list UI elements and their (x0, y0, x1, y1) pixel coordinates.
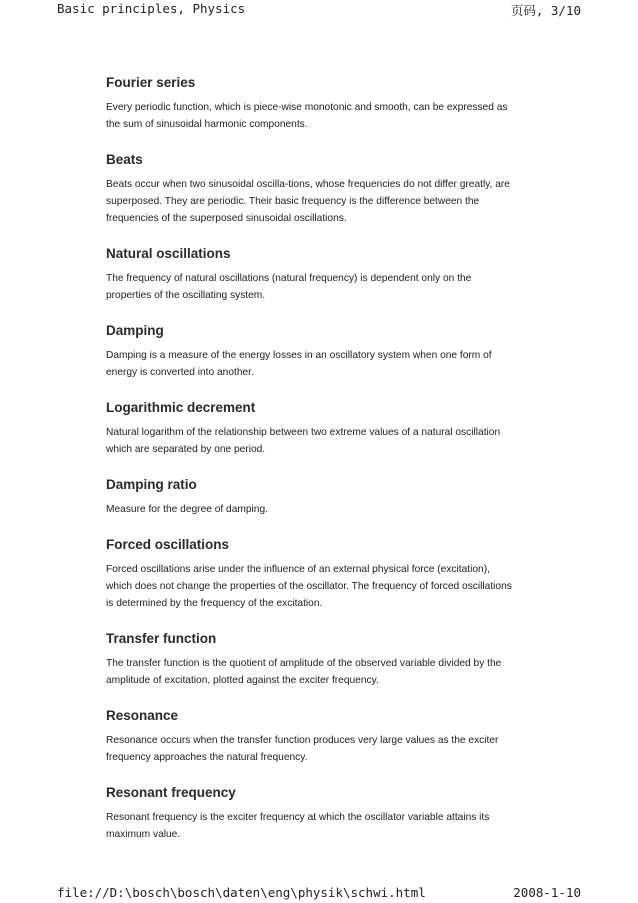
section-text: The transfer function is the quotient of amplitude of the observed variable divided by the amplitude of excitation, plotted against the exciter frequency. (106, 658, 502, 686)
section-damping (106, 322, 516, 381)
document-body (106, 74, 516, 861)
section-title: Forced oscillations (106, 537, 230, 552)
section-title: Transfer function (106, 631, 217, 646)
section-title: Natural oscillations (106, 246, 231, 261)
header-page-number: 页码, 3/10 (510, 3, 581, 18)
section-title: Logarithmic decrement (106, 400, 256, 415)
section-forced-oscillations (106, 536, 516, 612)
section-text: Natural logarithm of the relationship between two extreme values of a natural oscillation which are separated by one period. (106, 427, 501, 455)
section-resonant-frequency (106, 784, 516, 843)
section-text: Damping is a measure of the energy losses in an oscillatory system when one form of energy is converted into another. (106, 350, 492, 378)
section-text: Every periodic function, which is piece-wise monotonic and smooth, can be expressed as the sum of sinusoidal harmonic components. (106, 102, 508, 130)
section-text: The frequency of natural oscillations (natural frequency) is dependent only on the properties of the oscillating system. (106, 273, 472, 301)
page-footer (0, 885, 638, 901)
page-header (0, 1, 638, 17)
section-resonance (106, 707, 516, 766)
section-damping-ratio (106, 476, 516, 518)
section-title: Beats (106, 152, 143, 167)
section-beats (106, 151, 516, 227)
section-text: Measure for the degree of damping. (106, 504, 268, 515)
section-text: Forced oscillations arise under the influence of an external physical force (excitation), which does not change the properties of the oscillator. The frequency of forced oscillations is determined by the frequency of the excitation. (106, 564, 512, 609)
section-text: Resonant frequency is the exciter frequency at which the oscillator variable attains its maximum value. (106, 812, 490, 840)
section-fourier-series (106, 74, 516, 133)
section-transfer-function (106, 630, 516, 689)
footer-date: 2008-1-10 (513, 885, 581, 900)
section-title: Damping ratio (106, 477, 197, 492)
footer-file-path: file://D:\bosch\bosch\daten\eng\physik\schwi.html (57, 885, 426, 900)
section-title: Resonance (106, 708, 179, 723)
section-natural-oscillations (106, 245, 516, 304)
section-title: Resonant frequency (106, 785, 236, 800)
header-title: Basic principles, Physics (57, 1, 246, 16)
section-text: Beats occur when two sinusoidal oscilla-tions, whose frequencies do not differ greatly, are superposed. They are periodic. Their basic frequency is the difference between the frequencies of the superposed sinusoidal oscillations. (106, 179, 510, 224)
section-text: Resonance occurs when the transfer function produces very large values as the exciter frequency approaches the natural frequency. (106, 735, 499, 763)
section-title: Damping (106, 323, 164, 338)
section-title: Fourier series (106, 75, 196, 90)
section-logarithmic-decrement (106, 399, 516, 458)
